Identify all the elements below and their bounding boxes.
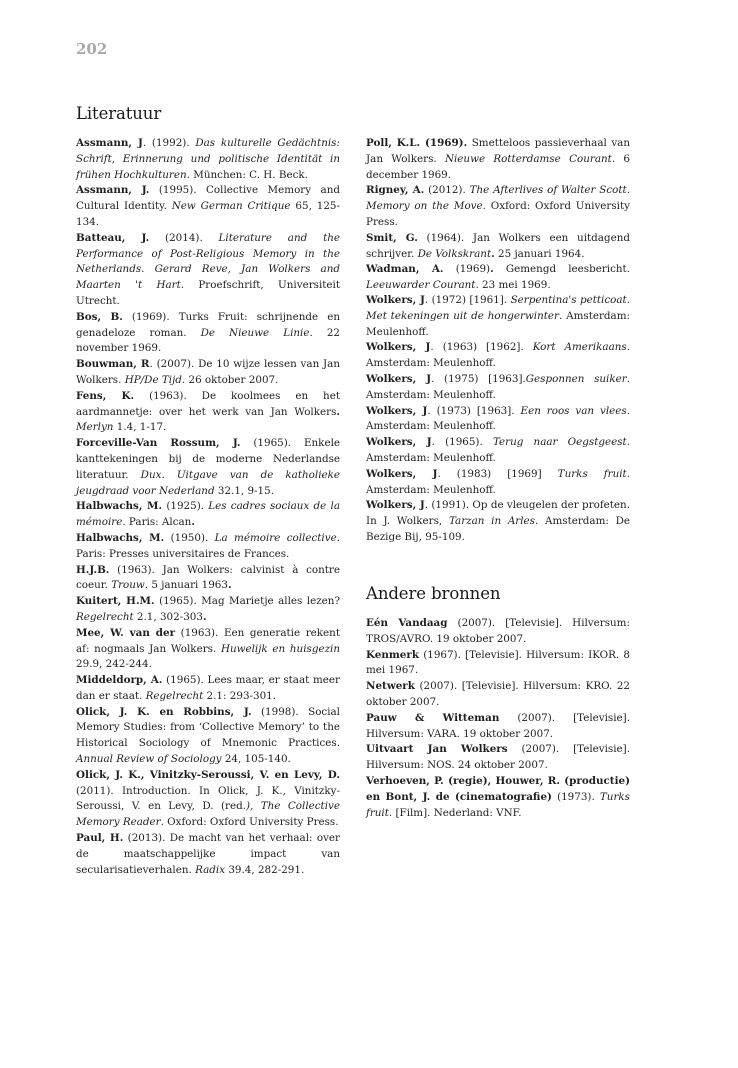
- reference-title-italic: Turks fruit: [557, 467, 627, 480]
- reference-title-italic: De Volkskrant: [417, 247, 492, 260]
- reference-text: . Paris: Alcan: [122, 516, 192, 529]
- reference-text: . München: C. H. Beck.: [186, 168, 308, 181]
- reference-author: Wolkers, J: [366, 404, 428, 417]
- reference-text: . 6 december 1969.: [366, 152, 630, 181]
- reference-title-italic: Regelrecht: [76, 610, 134, 623]
- reference-text: 2.1, 302-303: [133, 610, 203, 623]
- reference-author: Halbwachs, M.: [76, 531, 165, 544]
- reference-list-wolkers: [366, 293, 630, 546]
- reference-text: (1995). Collective Memory and Cultural Identity.: [76, 184, 340, 213]
- reference-author: Middeldorp, A.: [76, 674, 163, 687]
- reference-author: Bos, B.: [76, 310, 123, 323]
- reference-entry: [76, 626, 340, 673]
- reference-entry: [366, 262, 630, 294]
- reference-title-italic: Nieuwe Rotterdamse Courant: [444, 152, 612, 165]
- section-title-literatuur: Literatuur: [76, 104, 162, 123]
- reference-text: (2012).: [424, 184, 470, 197]
- reference-text: . Amsterdam: Meulenhoff.: [366, 467, 630, 496]
- reference-title-italic: Turks fruit: [366, 790, 630, 819]
- reference-list-right-top: [366, 136, 630, 294]
- reference-text: 65, 125-134.: [76, 200, 340, 228]
- reference-title-italic: Een roos van vlees: [520, 404, 627, 417]
- reference-author: Netwerk: [366, 680, 415, 693]
- reference-text: (1965). Enkele kanttekeningen bij de moderne Nederlandse literatuur.: [76, 437, 340, 481]
- reference-text-bold: .: [336, 405, 340, 418]
- reference-text: . Oxford: Oxford University Press.: [160, 816, 339, 829]
- reference-author: Bouwman, R: [76, 358, 150, 371]
- reference-entry: [366, 340, 630, 372]
- reference-entry: [366, 679, 630, 711]
- reference-text: (1998). Social Memory Studies: from ‘Collective Memory’ to the Historical Sociology of Mnemonic Practices.: [76, 705, 340, 750]
- reference-text: (1925).: [162, 500, 209, 513]
- reference-text: . Amsterdam: Meulenhoff.: [366, 341, 631, 370]
- reference-author: Fens, K.: [76, 389, 135, 402]
- reference-author: Halbwachs, M.: [76, 500, 163, 513]
- reference-title-italic: Huwelijk en huisgezin: [220, 642, 340, 655]
- reference-text: . (1975) [1963].: [431, 372, 526, 385]
- reference-author: Verhoeven, P. (regie), Houwer, R. (productie) en Bont, J. de (cinematografie): [366, 774, 630, 803]
- reference-entry: [76, 231, 340, 310]
- reference-author: Wolkers, J: [366, 372, 432, 385]
- reference-entry: [366, 372, 630, 404]
- reference-text: (2011). Introduction. In Olick, J. K., Vinitzky-Seroussi, V. en Levy, D. (red.: [76, 784, 340, 813]
- reference-text: (1963). Jan Wolkers: calvinist à contre coeur.: [76, 563, 340, 592]
- reference-text: . 5 januari 1963: [144, 579, 228, 592]
- reference-text: (2007). [Televisie]. Hilversum: KRO. 22 oktober 2007.: [366, 680, 630, 708]
- reference-text: . (1973) [1963].: [427, 404, 521, 417]
- reference-author: Poll, K.L. (1969).: [366, 137, 468, 149]
- reference-text: . 22 november 1969.: [76, 326, 340, 355]
- reference-title-italic: Regelrecht: [145, 689, 204, 702]
- reference-text-bold: .: [490, 263, 494, 276]
- reference-entry: [76, 768, 340, 831]
- reference-text: . (1991). Op de vleugelen der profeten. In J. Wolkers,: [366, 499, 630, 528]
- reference-author: Uitvaart Jan Wolkers: [366, 743, 508, 756]
- reference-author: Batteau, J.: [76, 231, 150, 244]
- reference-entry: [76, 673, 340, 705]
- reference-entry: [76, 389, 340, 436]
- reference-text: 32.1, 9-15.: [214, 484, 274, 497]
- reference-author: Eén Vandaag: [366, 617, 448, 629]
- reference-author: Olick, J. K., Vinitzky-Seroussi, V. en Levy, D.: [76, 768, 340, 781]
- reference-author: Kuitert, H.M.: [76, 595, 155, 608]
- reference-text: . Amsterdam: Meulenhoff.: [366, 372, 630, 401]
- reference-entry: [366, 435, 630, 467]
- reference-text-bold: .: [202, 610, 207, 623]
- reference-author: Mee, W. van der: [76, 626, 176, 639]
- reference-text: (1965). Mag Marietje alles lezen?: [154, 595, 340, 608]
- reference-author: Wolkers, J: [366, 294, 425, 306]
- reference-text: (2007). [Televisie]. Hilversum: TROS/AVRO. 19 oktober 2007.: [366, 617, 630, 645]
- reference-entry: [366, 648, 630, 680]
- reference-entry: [76, 136, 340, 183]
- reference-text: (1963). Een generatie rekent af: nogmaals Jan Wolkers.: [76, 626, 340, 655]
- reference-text: . Oxford: Oxford University Press.: [366, 200, 630, 228]
- reference-text: (1969): [443, 263, 491, 276]
- reference-text: . Amsterdam: Meulenhoff.: [366, 404, 631, 433]
- reference-title-italic: Serpentina's petticoat. Met tekeningen uit de hongerwinter: [366, 294, 630, 322]
- reference-title-italic: New German Critique: [171, 200, 291, 213]
- reference-entry: [76, 594, 340, 626]
- reference-list-andere-bronnen: [366, 616, 630, 821]
- reference-title-italic: Les cadres sociaux de la mémoire: [76, 500, 340, 529]
- reference-entry: [76, 705, 340, 768]
- reference-author: Wolkers, J: [366, 467, 438, 480]
- reference-text-bold: .: [227, 579, 232, 592]
- reference-title-italic: Gesponnen suiker: [525, 372, 627, 385]
- reference-title-italic: ), The Collective Memory Reader: [76, 800, 340, 829]
- reference-title-italic: Annual Review of Sociology: [76, 753, 222, 766]
- reference-author: Wadman, A.: [366, 263, 444, 276]
- section-title-andere-bronnen: Andere bronnen: [366, 584, 501, 603]
- reference-author: Assmann, J: [76, 137, 143, 149]
- reference-entry: [76, 183, 340, 230]
- reference-entry: [366, 231, 630, 263]
- reference-title-italic: HP/De Tijd: [124, 373, 182, 386]
- reference-text: . [Film]. Nederland: VNF.: [388, 806, 522, 819]
- reference-text: (1950).: [164, 531, 215, 544]
- reference-text: (2014).: [149, 231, 219, 244]
- reference-title-italic: De Nieuwe Linie: [200, 326, 310, 339]
- reference-text: . 23 mei 1969.: [475, 279, 551, 292]
- reference-text: . (1963) [1962].: [430, 341, 533, 354]
- reference-author: Wolkers, J: [366, 436, 432, 449]
- reference-entry: [76, 563, 340, 595]
- reference-text: . Amsterdam: Meulenhoff.: [366, 309, 630, 338]
- reference-title-italic: Das kulturelle Gedächtnis: Schrift, Erinnerung und politische Identität in frühen Hochkulturen: [76, 137, 340, 181]
- reference-text: . (1983) [1969]: [437, 467, 558, 480]
- reference-author: Wolkers, J: [366, 341, 431, 354]
- reference-text: (1965). Lees maar, er staat meer dan er staat.: [76, 674, 340, 702]
- reference-entry: [366, 774, 630, 821]
- reference-text: (2007). [Televisie]. Hilversum: VARA. 19 oktober 2007.: [366, 711, 630, 740]
- reference-text: (2013). De macht van het verhaal: over de maatschappelijke impact van secularisatieverhalen.: [76, 832, 340, 876]
- reference-title-italic: La mémoire collective: [214, 531, 337, 544]
- reference-text-bold: .: [191, 516, 195, 529]
- reference-entry: [366, 467, 630, 499]
- reference-entry: [366, 183, 630, 230]
- reference-text: Proefschrift, Universiteit Utrecht.: [76, 279, 340, 307]
- reference-author: Paul, H.: [76, 832, 124, 845]
- reference-title-italic: Leeuwarder Courant: [366, 279, 476, 292]
- reference-entry: [76, 531, 340, 563]
- reference-text: . Amsterdam: Meulenhoff.: [366, 436, 630, 464]
- reference-text: . (1992).: [142, 137, 196, 149]
- reference-entry: [76, 357, 340, 389]
- reference-text: 2.1: 293-301.: [203, 689, 277, 702]
- reference-text: 39.4, 282-291.: [225, 863, 305, 876]
- reference-text: . 26 oktober 2007.: [181, 373, 279, 386]
- reference-entry: [366, 404, 630, 436]
- reference-entry: [366, 616, 630, 648]
- reference-author: H.J.B.: [76, 563, 110, 576]
- reference-entry: [76, 499, 340, 531]
- reference-author: Forceville-Van Rossum, J.: [76, 437, 241, 450]
- reference-entry: [366, 742, 630, 774]
- reference-entry: [366, 498, 630, 545]
- reference-text: 29.9, 242-244.: [76, 658, 152, 671]
- reference-text-bold: .: [491, 247, 495, 260]
- reference-author: Assmann, J.: [76, 184, 150, 197]
- reference-text: 24, 105-140.: [221, 753, 291, 766]
- reference-text: (1969). Turks Fruit: schrijnende en genadeloze roman.: [76, 310, 340, 339]
- reference-title-italic: Dux. Uitgave van de katholieke jeugdraad voor Nederland: [76, 468, 341, 497]
- reference-author: Rigney, A.: [366, 184, 425, 197]
- page-number: 202: [76, 40, 108, 58]
- reference-author: Pauw & Witteman: [366, 711, 500, 724]
- reference-entry: [366, 293, 630, 340]
- reference-title-italic: Trouw: [111, 579, 145, 592]
- reference-entry: [76, 831, 340, 878]
- reference-text: Smetteloos passieverhaal van Jan Wolkers.: [366, 137, 630, 165]
- reference-author: Olick, J. K. en Robbins, J.: [76, 705, 252, 718]
- reference-text: . Amsterdam: De Bezige Bij, 95-109.: [366, 515, 631, 543]
- reference-text: (2007). [Televisie]. Hilversum: NOS. 24 oktober 2007.: [366, 743, 630, 772]
- reference-title-italic: Literature and the Performance of Post-Religious Memory in the Netherlands. Gerard Reve, Jan Wolkers and Maarten 't Hart.: [76, 231, 341, 292]
- reference-entry: [76, 310, 340, 357]
- reference-title-italic: Terug naar Oegstgeest: [492, 436, 627, 449]
- reference-title-italic: Radix: [195, 863, 226, 876]
- reference-author: Wolkers, J: [366, 499, 425, 512]
- reference-title-italic: Tarzan in Arles: [448, 515, 535, 528]
- reference-entry: [366, 711, 630, 743]
- reference-title-italic: Merlyn: [76, 421, 114, 434]
- reference-text: . Paris: Presses universitaires de Frances.: [76, 531, 340, 560]
- reference-entry: [366, 136, 630, 183]
- reference-list-left: [76, 136, 340, 878]
- reference-text: (1964). Jan Wolkers een uitdagend schrijver.: [366, 231, 631, 260]
- reference-text: . (1965).: [431, 436, 493, 449]
- reference-entry: [76, 436, 340, 499]
- reference-text: (1967). [Televisie]. Hilversum: IKOR. 8 mei 1967.: [366, 648, 630, 677]
- reference-text: (1963). De koolmees en het aardmannetje: over het werk van Jan Wolkers: [76, 389, 340, 418]
- reference-text: 25 januari 1964.: [494, 247, 585, 260]
- reference-title-italic: Kort Amerikaans: [532, 341, 627, 354]
- reference-text: . (2007). De 10 wijze lessen van Jan Wolkers.: [76, 358, 340, 386]
- reference-text: . (1972) [1961].: [424, 294, 511, 306]
- reference-text: Gemengd leesbericht.: [493, 263, 630, 276]
- reference-author: Kenmerk: [366, 648, 420, 661]
- reference-author: Smit, G.: [366, 231, 418, 244]
- reference-text: (1973).: [551, 790, 600, 803]
- reference-text: 1.4, 1-17.: [113, 421, 167, 434]
- reference-title-italic: The Afterlives of Walter Scott. Memory on the Move: [366, 184, 630, 213]
